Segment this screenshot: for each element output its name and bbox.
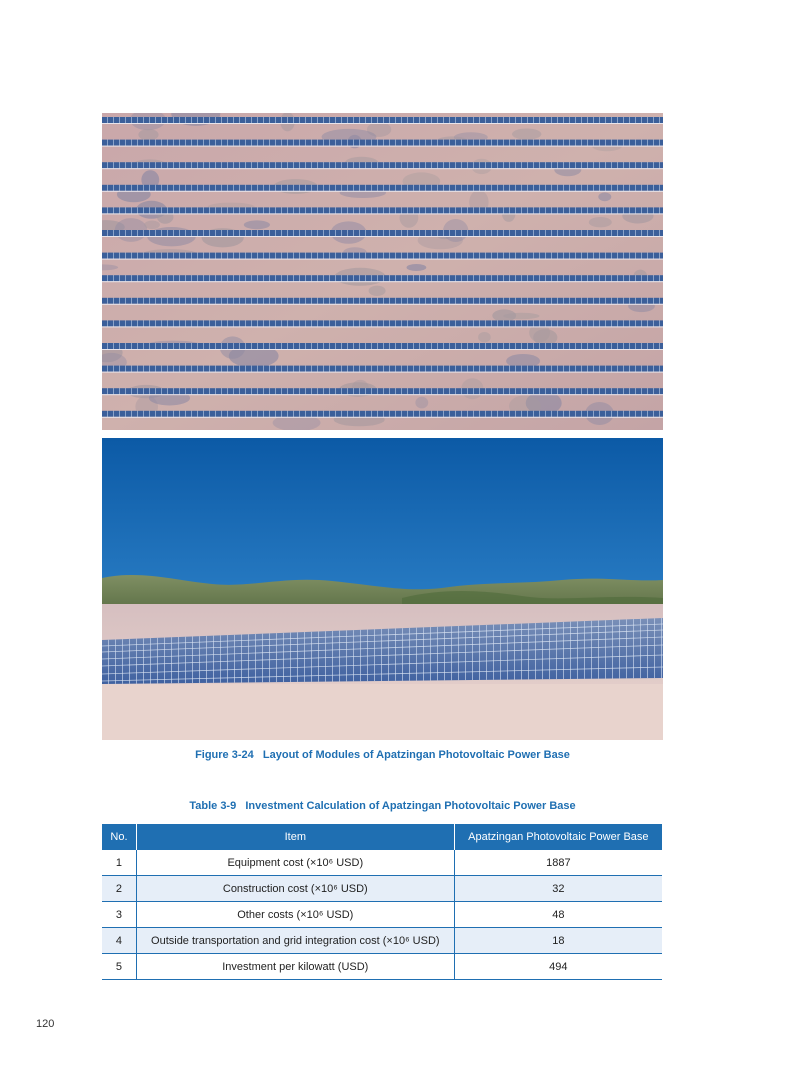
panel-row <box>102 207 663 213</box>
cell-no: 2 <box>102 876 136 902</box>
page-number: 120 <box>36 1018 55 1030</box>
cell-item: Construction cost (×10⁶ USD) <box>136 876 454 902</box>
header-no: No. <box>102 824 136 850</box>
aerial-ground <box>102 113 663 430</box>
table-row <box>102 954 662 980</box>
panel-row <box>102 117 663 123</box>
ground-patch <box>512 129 541 140</box>
cell-item: Other costs (×10⁶ USD) <box>136 902 454 928</box>
cell-value: 1887 <box>454 850 662 876</box>
panel-row-edge <box>102 372 663 373</box>
ground-patch <box>415 397 428 409</box>
ground-patch <box>369 286 386 296</box>
panel-row-edge <box>102 394 663 395</box>
ground-patch <box>478 332 491 342</box>
investment-table <box>102 824 662 980</box>
cell-item: Outside transportation and grid integration cost (×10⁶ USD) <box>136 928 454 954</box>
cell-item: Investment per kilowatt (USD) <box>136 954 454 980</box>
table-row <box>102 850 662 876</box>
panel-row-edge <box>102 168 663 169</box>
panel-row-edge <box>102 326 663 327</box>
cell-value: 48 <box>454 902 662 928</box>
panel-row <box>102 366 663 372</box>
cell-value: 32 <box>454 876 662 902</box>
cell-no: 5 <box>102 954 136 980</box>
panel-row-edge <box>102 304 663 305</box>
ground-patch <box>144 221 160 230</box>
table-row <box>102 902 662 928</box>
panel-row <box>102 230 663 236</box>
panel-row <box>102 343 663 349</box>
panel-row-edge <box>102 281 663 282</box>
cell-no: 4 <box>102 928 136 954</box>
panel-row <box>102 411 663 417</box>
table-caption: Table 3-9 Investment Calculation of Apatzingan Photovoltaic Power Base <box>189 800 576 812</box>
ground-patch <box>589 217 612 227</box>
cell-value: 18 <box>454 928 662 954</box>
panel-row <box>102 275 663 281</box>
cell-value: 494 <box>454 954 662 980</box>
panel-row-edge <box>102 191 663 192</box>
panel-row <box>102 185 663 191</box>
ground-patch <box>492 309 516 321</box>
aerial-pv-layout-photo <box>102 113 663 430</box>
panel-row-edge <box>102 236 663 237</box>
panel-row <box>102 388 663 394</box>
panel-row <box>102 162 663 168</box>
cell-no: 3 <box>102 902 136 928</box>
foreground-ground <box>102 684 663 740</box>
table-header-row <box>102 824 662 850</box>
ground-patch <box>138 129 158 140</box>
panel-row <box>102 320 663 326</box>
panel-row-edge <box>102 213 663 214</box>
header-item: Item <box>136 824 454 850</box>
panel-row <box>102 298 663 304</box>
table-row <box>102 876 662 902</box>
panel-row-edge <box>102 146 663 147</box>
ground-patch <box>598 192 611 201</box>
header-value: Apatzingan Photovoltaic Power Base <box>454 824 662 850</box>
panel-row-edge <box>102 123 663 124</box>
ground-patch <box>407 264 427 271</box>
cell-item: Equipment cost (×10⁶ USD) <box>136 850 454 876</box>
panel-row-edge <box>102 417 663 418</box>
panel-row <box>102 253 663 259</box>
table-row <box>102 928 662 954</box>
cell-no: 1 <box>102 850 136 876</box>
figure-caption: Figure 3-24 Layout of Modules of Apatzingan Photovoltaic Power Base <box>195 749 570 761</box>
ground-patch <box>244 220 270 229</box>
panel-row-edge <box>102 349 663 350</box>
panel-row-edge <box>102 259 663 260</box>
panel-row <box>102 140 663 146</box>
perspective-pv-field-photo <box>102 438 663 740</box>
